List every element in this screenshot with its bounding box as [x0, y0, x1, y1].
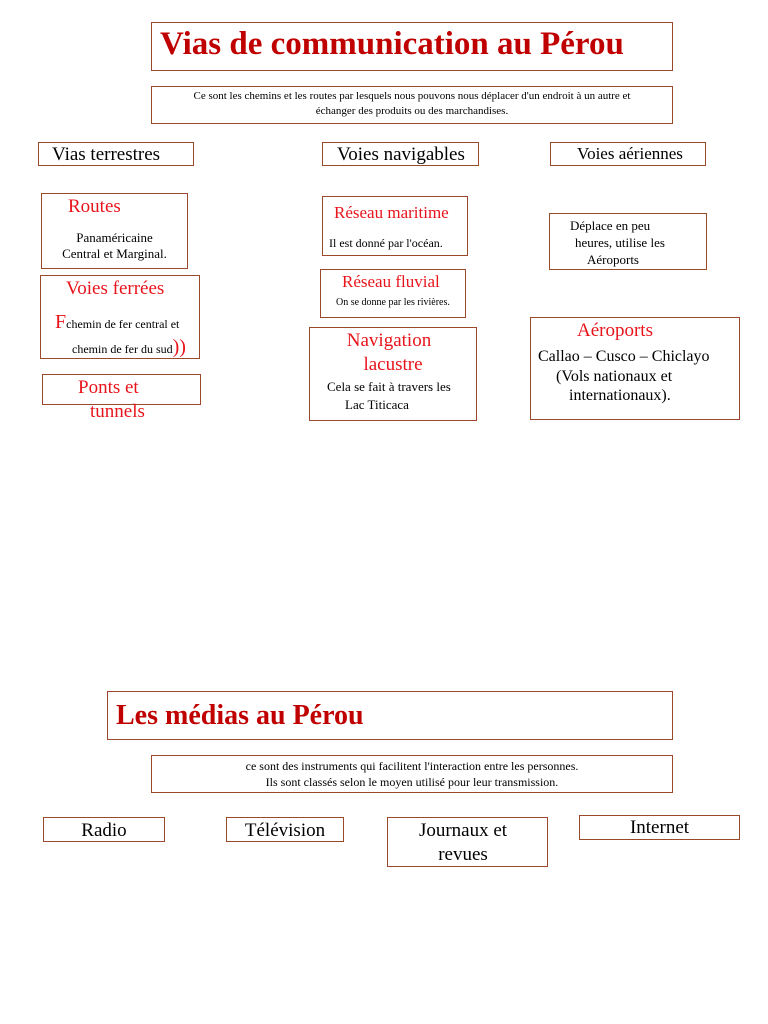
voies-ferrees-close: )) [172, 336, 186, 358]
fluvial-title: Réseau fluvial [342, 272, 440, 291]
media-journaux-line-1: Journaux et [418, 820, 508, 841]
aeroports-line-3: internationaux). [569, 387, 671, 404]
media-definition-line-2: Ils sont classés selon le moyen utilisé pour leur transmission. [265, 775, 559, 789]
fluvial-text: On se donne par les rivières. [336, 297, 450, 308]
lacustre-text-2: Lac Titicaca [345, 397, 409, 412]
routes-box [41, 193, 188, 269]
aeriennes-desc-box [549, 213, 707, 270]
ponts-box [42, 374, 201, 422]
media-radio-box [43, 817, 165, 842]
voies-ferrees-initial: F [55, 311, 67, 333]
routes-line-1: Panaméricaine [76, 230, 153, 245]
routes-line-2: Central et Marginal. [62, 246, 167, 261]
aeroports-line-2: (Vols nationaux et [556, 368, 673, 385]
aeroports-box [530, 317, 740, 420]
voies-ferrees-box [40, 275, 200, 359]
media-title-box [107, 691, 673, 740]
media-internet-label: Internet [629, 817, 690, 838]
category-terrestres [38, 142, 194, 166]
lacustre-text-1: Cela se fait à travers les [327, 379, 451, 394]
media-television-label: Télévision [244, 820, 326, 841]
routes-title: Routes [68, 196, 121, 217]
lacustre-title-1: Navigation [346, 330, 432, 351]
category-navigables [322, 142, 479, 166]
main-title: Vias de communication au Pérou [160, 26, 624, 62]
media-journaux-box [387, 817, 548, 867]
voies-ferrees-line-2 [72, 336, 186, 359]
maritime-text: Il est donné par l'océan. [329, 236, 443, 250]
category-terrestres-label: Vias terrestres [52, 144, 161, 165]
aeroports-line-1: Callao – Cusco – Chiclayo [538, 348, 710, 365]
media-radio-label: Radio [81, 820, 127, 841]
ponts-line-1: Ponts et [78, 377, 139, 398]
lacustre-title-2: lacustre [363, 354, 423, 375]
ponts-line-2: tunnels [90, 401, 145, 422]
voies-ferrees-line-1 [55, 311, 179, 334]
category-aeriennes [550, 142, 706, 166]
aeroports-title: Aéroports [577, 320, 653, 341]
maritime-box [322, 196, 468, 256]
media-definition-line-1: ce sont des instruments qui facilitent l'interaction entre les personnes. [245, 759, 579, 773]
definition-line-2: échanger des produits ou des marchandises. [315, 105, 509, 117]
media-television-box [226, 817, 344, 842]
main-title-box [151, 22, 673, 71]
maritime-title: Réseau maritime [334, 203, 449, 222]
media-title: Les médias au Pérou [116, 700, 364, 731]
voies-ferrees-text-2: chemin de fer du sud [72, 342, 173, 356]
category-aeriennes-label: Voies aériennes [577, 144, 683, 163]
aeriennes-desc-line-1: Déplace en peu [570, 218, 651, 233]
voies-ferrees-text-1: chemin de fer central et [66, 317, 180, 331]
media-internet-box [579, 815, 740, 840]
definition-line-1: Ce sont les chemins et les routes par lesquels nous pouvons nous déplacer d'un endroit à un autre et [193, 90, 631, 102]
aeriennes-desc-line-3: Aéroports [587, 252, 639, 267]
voies-ferrees-title: Voies ferrées [66, 278, 165, 299]
definition-box [151, 86, 673, 124]
media-definition-box [151, 755, 673, 793]
media-journaux-line-2: revues [438, 844, 488, 865]
fluvial-box [320, 269, 466, 318]
aeriennes-desc-line-2: heures, utilise les [575, 235, 665, 250]
lacustre-box [309, 327, 477, 421]
category-navigables-label: Voies navigables [337, 144, 465, 165]
